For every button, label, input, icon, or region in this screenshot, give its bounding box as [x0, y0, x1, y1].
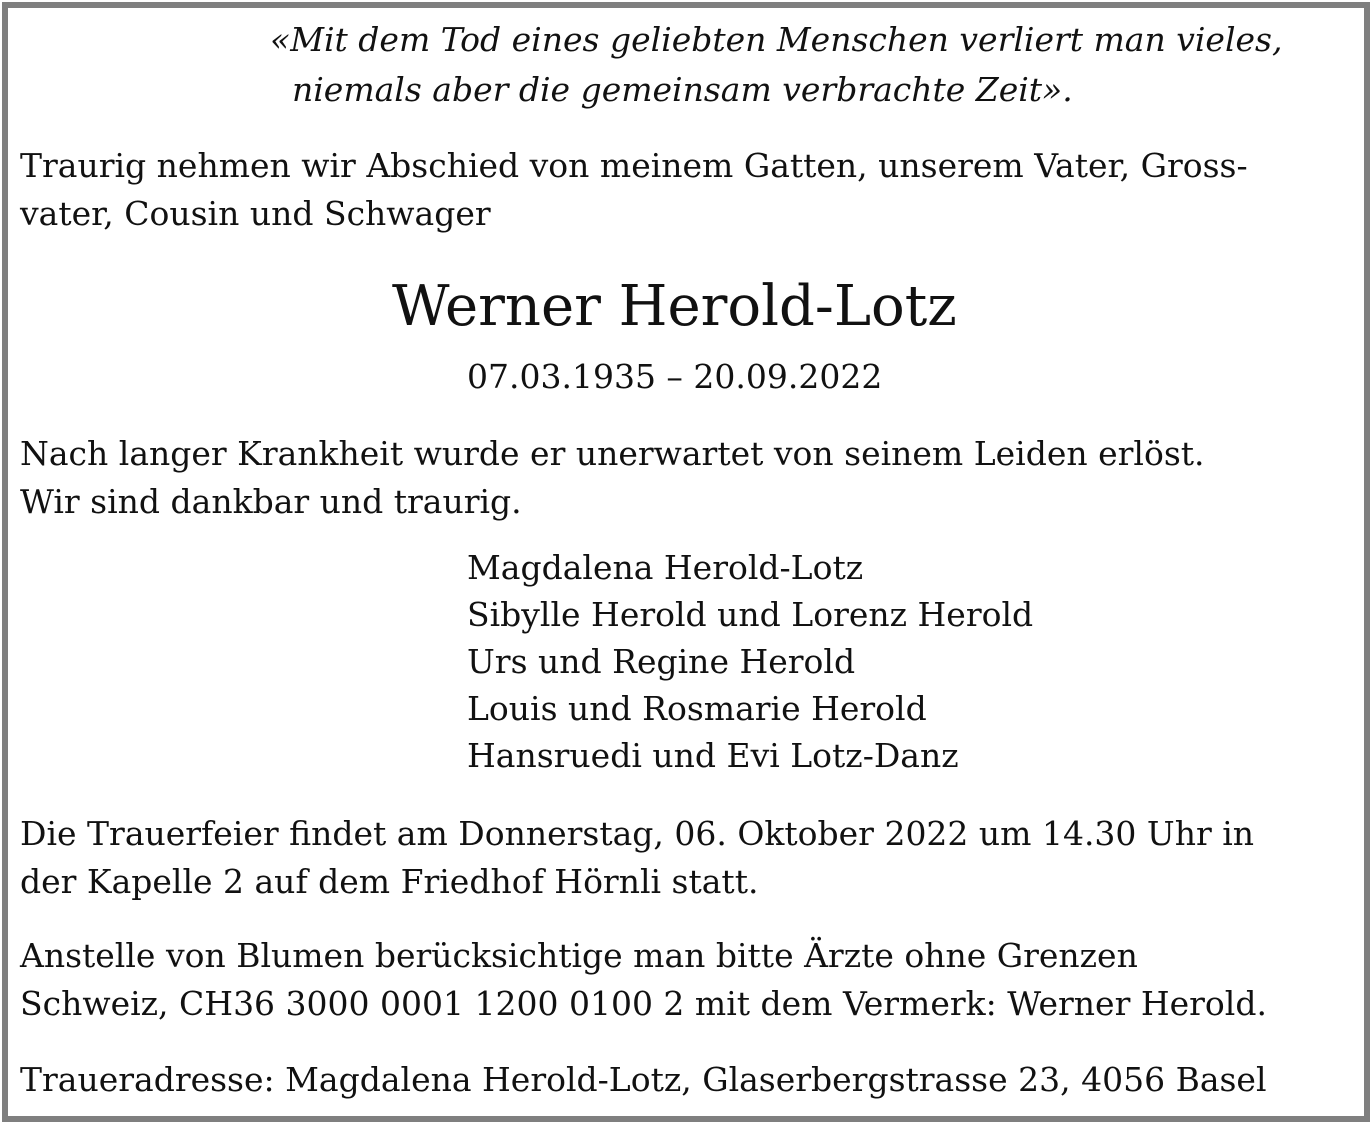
deceased-dates: 07.03.1935 – 20.09.2022: [467, 357, 883, 396]
mourner-2: Sibylle Herold und Lorenz Herold: [467, 595, 1034, 634]
deceased-name: Werner Herold-Lotz: [392, 274, 957, 339]
donation-line-1: Anstelle von Blumen berücksichtige man bitte Ärzte ohne Grenzen: [20, 936, 1138, 975]
intro-line-1: Traurig nehmen wir Abschied von meinem Gatten, unserem Vater, Gross-: [20, 146, 1248, 185]
quote-line-1: «Mit dem Tod eines geliebten Menschen verliert man vieles,: [270, 20, 1283, 59]
ceremony-line-2: der Kapelle 2 auf dem Friedhof Hörnli statt.: [20, 862, 759, 901]
mourner-5: Hansruedi und Evi Lotz-Danz: [467, 736, 959, 775]
intro-line-2: vater, Cousin und Schwager: [20, 194, 491, 233]
quote-line-2: niemals aber die gemeinsam verbrachte Zeit».: [292, 70, 1073, 109]
donation-line-2: Schweiz, CH36 3000 0001 1200 0100 2 mit dem Vermerk: Werner Herold.: [20, 984, 1267, 1023]
message-line-2: Wir sind dankbar und traurig.: [20, 482, 522, 521]
mourner-1: Magdalena Herold-Lotz: [467, 548, 864, 587]
mourner-4: Louis und Rosmarie Herold: [467, 689, 927, 728]
mourner-3: Urs und Regine Herold: [467, 642, 856, 681]
message-line-1: Nach langer Krankheit wurde er unerwartet von seinem Leiden erlöst.: [20, 434, 1205, 473]
ceremony-line-1: Die Trauerfeier findet am Donnerstag, 06. Oktober 2022 um 14.30 Uhr in: [20, 814, 1255, 853]
mourning-address: Traueradresse: Magdalena Herold-Lotz, Glaserbergstrasse 23, 4056 Basel: [20, 1060, 1267, 1099]
